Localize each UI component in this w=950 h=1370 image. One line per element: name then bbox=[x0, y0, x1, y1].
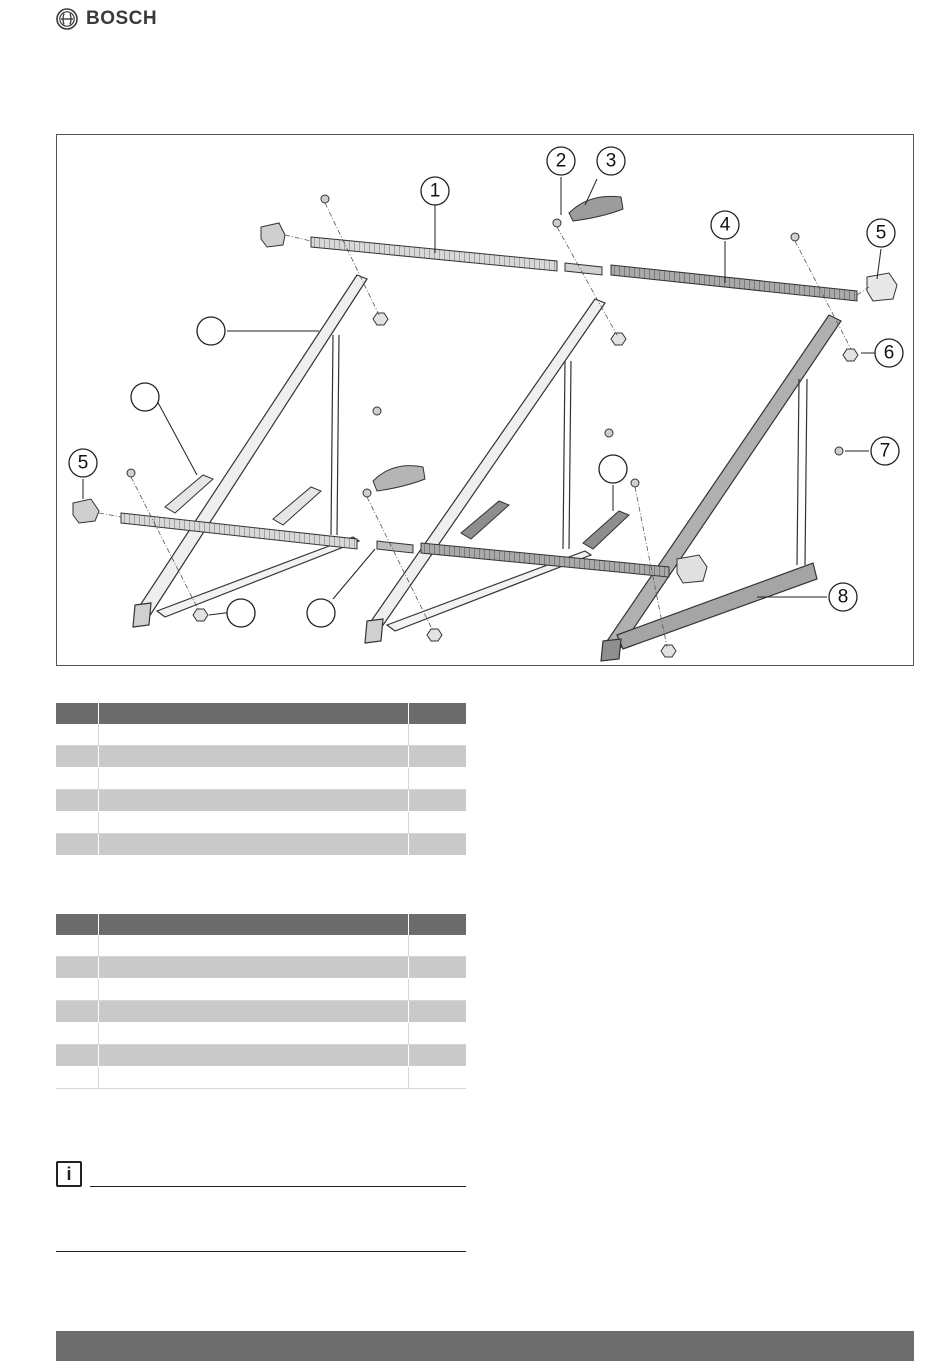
header-cell bbox=[98, 914, 408, 935]
callout-label: 8 bbox=[837, 586, 849, 608]
bosch-armature-icon bbox=[56, 8, 78, 30]
table-cell bbox=[408, 979, 466, 1001]
header-cell bbox=[56, 914, 98, 935]
callout-label: 5 bbox=[875, 222, 887, 244]
table-cell bbox=[56, 979, 98, 1001]
table-row bbox=[56, 834, 466, 856]
table-cell bbox=[408, 1023, 466, 1045]
table-row bbox=[56, 1067, 466, 1089]
table-row bbox=[56, 957, 466, 979]
table-cell bbox=[408, 957, 466, 979]
parts-table-2 bbox=[56, 914, 466, 1089]
callout-3 bbox=[597, 147, 625, 175]
assembly-drawing bbox=[57, 135, 915, 667]
table-cell bbox=[56, 1067, 98, 1089]
note-rule-top bbox=[90, 1186, 466, 1187]
assembly-figure bbox=[56, 134, 914, 666]
table-cell bbox=[56, 724, 98, 746]
clamp-middle bbox=[373, 466, 425, 491]
table-cell bbox=[56, 1045, 98, 1067]
brand-name: BOSCH bbox=[86, 8, 158, 29]
top-rail-left bbox=[311, 237, 557, 271]
bottom-rail-left bbox=[121, 513, 357, 549]
table-row bbox=[56, 1045, 466, 1067]
header-cell bbox=[408, 703, 466, 724]
callout-empty-b bbox=[131, 383, 159, 411]
top-rail-right bbox=[611, 265, 857, 301]
table-cell bbox=[98, 834, 408, 856]
end-cap-bottom-right bbox=[677, 555, 707, 583]
table-cell bbox=[408, 790, 466, 812]
callout-5-top bbox=[867, 219, 895, 247]
table-cell bbox=[98, 979, 408, 1001]
table-cell bbox=[56, 957, 98, 979]
table-cell bbox=[408, 724, 466, 746]
table-cell bbox=[408, 746, 466, 768]
table-header bbox=[56, 703, 466, 724]
table-row bbox=[56, 790, 466, 812]
header-cell bbox=[98, 703, 408, 724]
table-cell bbox=[408, 834, 466, 856]
footer-bar bbox=[56, 1331, 914, 1361]
callout-1 bbox=[421, 177, 449, 205]
table-row bbox=[56, 746, 466, 768]
table-cell bbox=[408, 1045, 466, 1067]
table-cell bbox=[98, 768, 408, 790]
table-cell bbox=[98, 812, 408, 834]
callout-2 bbox=[547, 147, 575, 175]
table-cell bbox=[98, 1001, 408, 1023]
table-row bbox=[56, 1001, 466, 1023]
bottom-rail-connector bbox=[377, 541, 413, 553]
frame-right bbox=[601, 315, 841, 661]
callout-empty-a bbox=[197, 317, 225, 345]
table-cell bbox=[408, 1001, 466, 1023]
table-cell bbox=[98, 724, 408, 746]
callout-label: 6 bbox=[883, 342, 895, 364]
frame-left bbox=[133, 275, 367, 627]
callout-6 bbox=[875, 339, 903, 367]
table-row bbox=[56, 979, 466, 1001]
callout-5-bottom bbox=[69, 449, 97, 477]
table-cell bbox=[56, 768, 98, 790]
end-cap-top-right bbox=[867, 273, 897, 301]
table-cell bbox=[56, 790, 98, 812]
brand-logo bbox=[56, 8, 157, 30]
table-cell bbox=[56, 1001, 98, 1023]
top-rail-connector bbox=[565, 263, 602, 275]
table-row bbox=[56, 812, 466, 834]
clamp-top bbox=[569, 196, 623, 221]
end-cap-top-left bbox=[261, 223, 285, 247]
table-cell bbox=[408, 768, 466, 790]
table-cell bbox=[98, 1067, 408, 1089]
parts-table-1 bbox=[56, 703, 466, 856]
table-cell bbox=[98, 935, 408, 957]
table-header bbox=[56, 914, 466, 935]
callout-4 bbox=[711, 211, 739, 239]
table-row bbox=[56, 935, 466, 957]
table-cell bbox=[98, 746, 408, 768]
callout-label: 3 bbox=[605, 150, 617, 172]
header-cell bbox=[56, 703, 98, 724]
table-row bbox=[56, 724, 466, 746]
callout-8 bbox=[829, 583, 857, 611]
callout-empty-d bbox=[227, 599, 255, 627]
callout-empty-c bbox=[599, 455, 627, 483]
table-cell bbox=[56, 935, 98, 957]
callout-empty-e bbox=[307, 599, 335, 627]
table-row bbox=[56, 1023, 466, 1045]
nuts bbox=[193, 313, 858, 657]
table-cell bbox=[98, 1023, 408, 1045]
callout-label: 7 bbox=[879, 440, 891, 462]
table-cell bbox=[56, 746, 98, 768]
table-cell bbox=[56, 812, 98, 834]
callout-label: 1 bbox=[429, 180, 441, 202]
table-cell bbox=[98, 1045, 408, 1067]
table-cell bbox=[98, 957, 408, 979]
table-cell bbox=[98, 790, 408, 812]
table-row bbox=[56, 768, 466, 790]
table-cell bbox=[56, 834, 98, 856]
end-cap-bottom-left bbox=[73, 499, 99, 523]
note-rule-bottom bbox=[56, 1251, 466, 1252]
callout-label: 2 bbox=[555, 150, 567, 172]
callout-label: 4 bbox=[719, 214, 731, 236]
callout-7 bbox=[871, 437, 899, 465]
table-cell bbox=[408, 935, 466, 957]
info-icon: i bbox=[56, 1161, 82, 1187]
callout-label: 5 bbox=[77, 452, 89, 474]
header-cell bbox=[408, 914, 466, 935]
table-cell bbox=[408, 812, 466, 834]
table-cell bbox=[408, 1067, 466, 1089]
table-cell bbox=[56, 1023, 98, 1045]
